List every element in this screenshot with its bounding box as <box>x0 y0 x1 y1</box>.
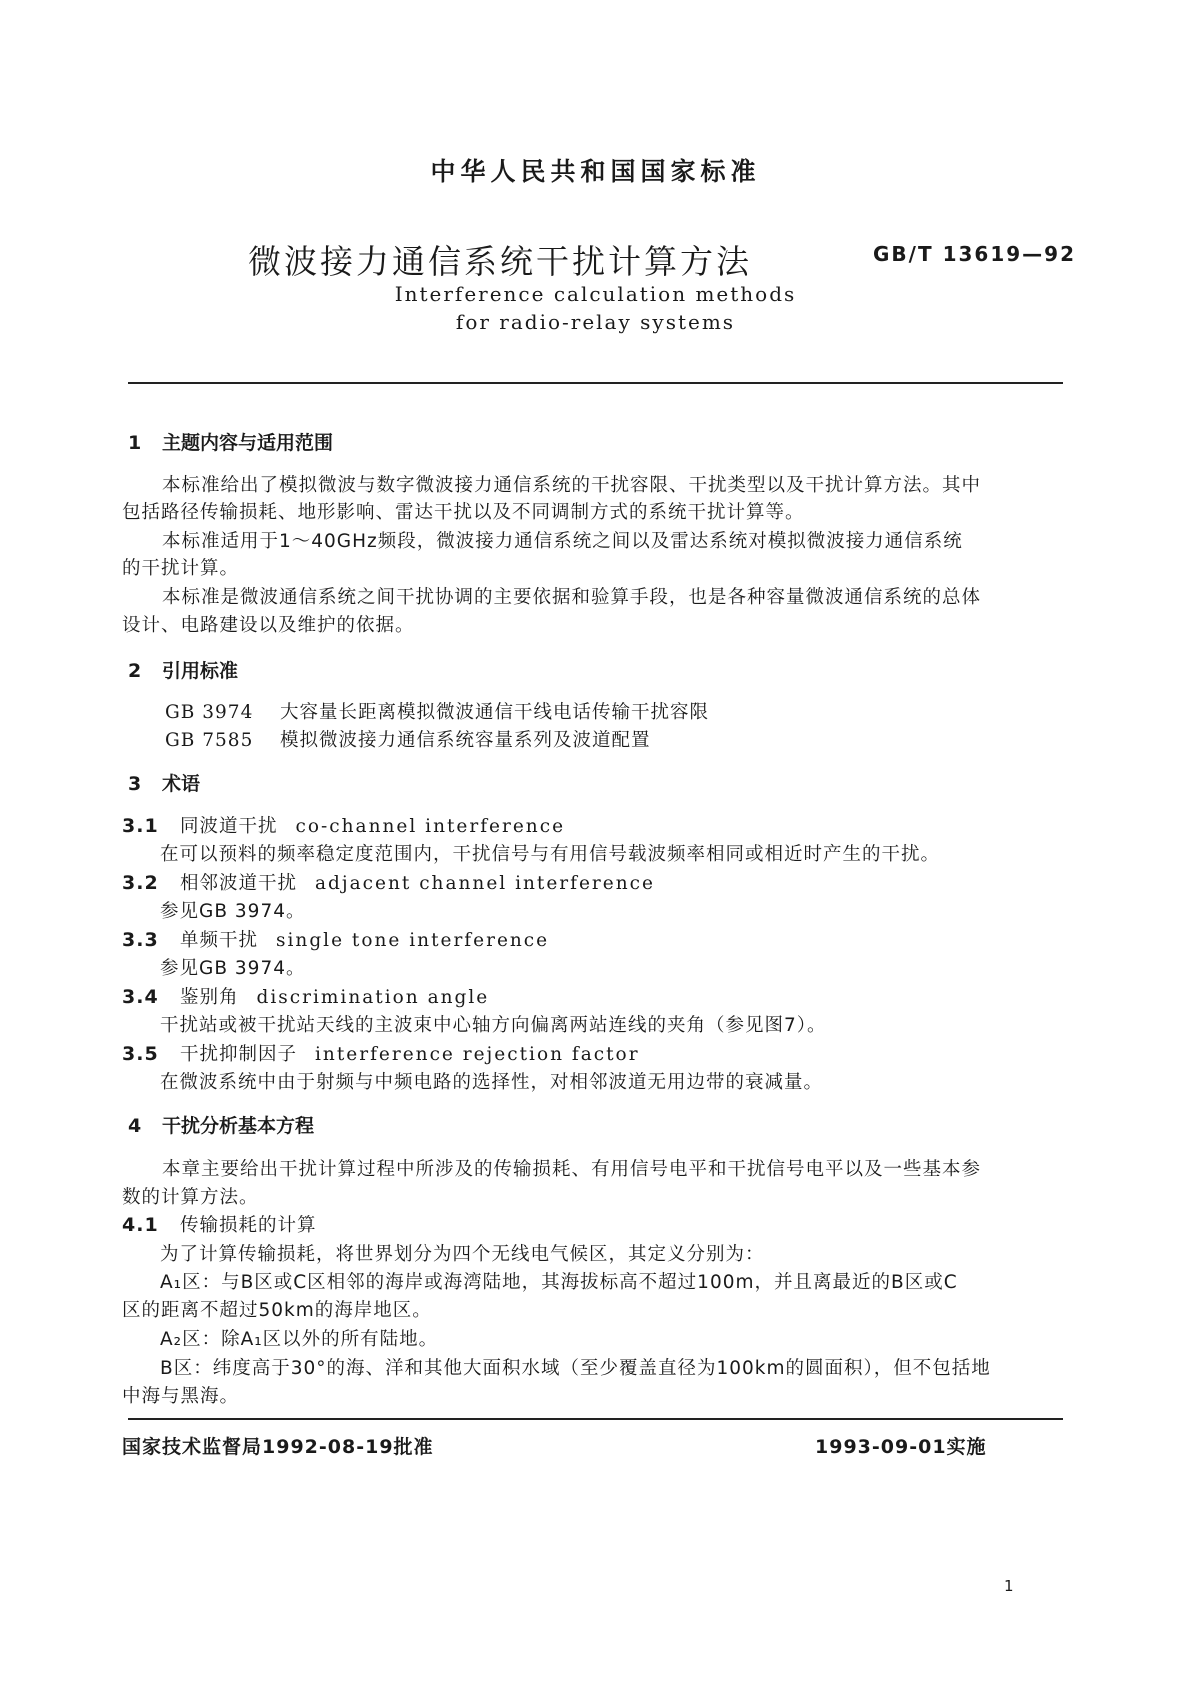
term-definition: 在可以预料的频率稳定度范围内，干扰信号与有用信号载波频率相同或相近时产生的干扰。 <box>160 844 941 865</box>
subsection-title: 传输损耗的计算 <box>180 1215 317 1236</box>
term-en: interference rejection factor <box>315 1044 640 1065</box>
section-4-heading <box>128 1111 314 1138</box>
term-number: 3.3 <box>122 929 159 951</box>
paragraph-line: 设计、电路建设以及维护的依据。 <box>122 615 415 636</box>
reference-item <box>165 698 709 724</box>
term-en: adjacent channel interference <box>315 873 655 894</box>
paragraph-line: 包括路径传输损耗、地形影响、雷达干扰以及不同调制方式的系统干扰计算等。 <box>122 502 805 523</box>
effective-date: 1993-09-01实施 <box>815 1436 987 1458</box>
term-cn: 干扰抑制因子 <box>180 1044 298 1065</box>
subsection-number: 4.1 <box>122 1214 159 1236</box>
section-number: 1 <box>128 432 142 454</box>
term-cn: 鉴别角 <box>180 987 239 1008</box>
zone-a1-definition-line1: A₁区：与B区或C区相邻的海岸或海湾陆地，其海拔标高不超过100m，并且离最近的B区或C <box>160 1272 958 1293</box>
paragraph-line: 本标准适用于1～40GHz频段，微波接力通信系统之间以及雷达系统对模拟微波接力通信系统 <box>162 531 963 552</box>
header-divider <box>128 382 1063 384</box>
term-definition: 参见GB 3974。 <box>160 901 306 922</box>
term-heading <box>122 983 489 1009</box>
page-number: 1 <box>1004 1577 1014 1595</box>
section-1-heading <box>128 428 333 455</box>
term-number: 3.5 <box>122 1043 159 1065</box>
document-title-cn: 微波接力通信系统干扰计算方法 <box>248 242 752 281</box>
paragraph-line: 本章主要给出干扰计算过程中所涉及的传输损耗、有用信号电平和干扰信号电平以及一些基本参 <box>162 1159 982 1180</box>
reference-code: GB 7585 <box>165 730 254 751</box>
term-cn: 同波道干扰 <box>180 816 278 837</box>
section-2-heading <box>128 656 238 683</box>
document-title-en-line2: for radio-relay systems <box>455 310 736 334</box>
section-number: 3 <box>128 773 142 795</box>
reference-title: 大容量长距离模拟微波通信干线电话传输干扰容限 <box>280 702 710 723</box>
paragraph-line: 的干扰计算。 <box>122 558 240 579</box>
term-heading <box>122 926 549 952</box>
term-heading <box>122 812 565 838</box>
section-title: 术语 <box>162 773 201 795</box>
section-3-heading <box>128 769 200 796</box>
paragraph-line: 本标准是微波通信系统之间干扰协调的主要依据和验算手段，也是各种容量微波通信系统的总体 <box>162 587 982 608</box>
reference-code: GB 3974 <box>165 702 254 723</box>
section-title: 主题内容与适用范围 <box>162 432 334 454</box>
paragraph-line: 数的计算方法。 <box>122 1187 259 1208</box>
zone-a2-definition: A₂区：除A₁区以外的所有陆地。 <box>160 1329 439 1350</box>
section-number: 4 <box>128 1115 142 1137</box>
term-cn: 相邻波道干扰 <box>180 873 298 894</box>
reference-title: 模拟微波接力通信系统容量系列及波道配置 <box>280 730 651 751</box>
paragraph-line: 为了计算传输损耗，将世界划分为四个无线电气候区，其定义分别为： <box>160 1244 765 1265</box>
term-cn: 单频干扰 <box>180 930 259 951</box>
term-en: co-channel interference <box>295 816 566 837</box>
approval-date: 国家技术监督局1992-08-19批准 <box>122 1436 434 1458</box>
reference-item <box>165 726 651 752</box>
term-definition: 参见GB 3974。 <box>160 958 306 979</box>
section-title: 引用标准 <box>162 660 239 682</box>
term-number: 3.1 <box>122 815 159 837</box>
term-definition: 干扰站或被干扰站天线的主波束中心轴方向偏离两站连线的夹角（参见图7）。 <box>160 1015 827 1036</box>
paragraph-line: 本标准给出了模拟微波与数字微波接力通信系统的干扰容限、干扰类型以及干扰计算方法。其中 <box>162 475 982 496</box>
zone-b-definition-line1: B区：纬度高于30°的海、洋和其他大面积水域（至少覆盖直径为100km的圆面积），但不包括地 <box>160 1358 991 1379</box>
term-number: 3.4 <box>122 986 159 1008</box>
section-title: 干扰分析基本方程 <box>162 1115 315 1137</box>
term-heading <box>122 1040 640 1066</box>
term-definition: 在微波系统中由于射频与中频电路的选择性，对相邻波道无用边带的衰减量。 <box>160 1072 824 1093</box>
zone-a1-definition-line2: 区的距离不超过50km的海岸地区。 <box>122 1300 432 1321</box>
footer-divider <box>128 1418 1063 1420</box>
national-standard-heading: 中华人民共和国国家标准 <box>430 157 761 186</box>
section-number: 2 <box>128 660 142 682</box>
standard-code: GB/T 13619—92 <box>873 242 1076 266</box>
zone-b-definition-line2: 中海与黑海。 <box>122 1386 240 1407</box>
term-heading <box>122 869 655 895</box>
document-title-en-line1: Interference calculation methods <box>394 282 797 306</box>
subsection-4-1-heading <box>122 1211 317 1237</box>
term-number: 3.2 <box>122 872 159 894</box>
term-en: discrimination angle <box>256 987 490 1008</box>
term-en: single tone interference <box>276 930 550 951</box>
